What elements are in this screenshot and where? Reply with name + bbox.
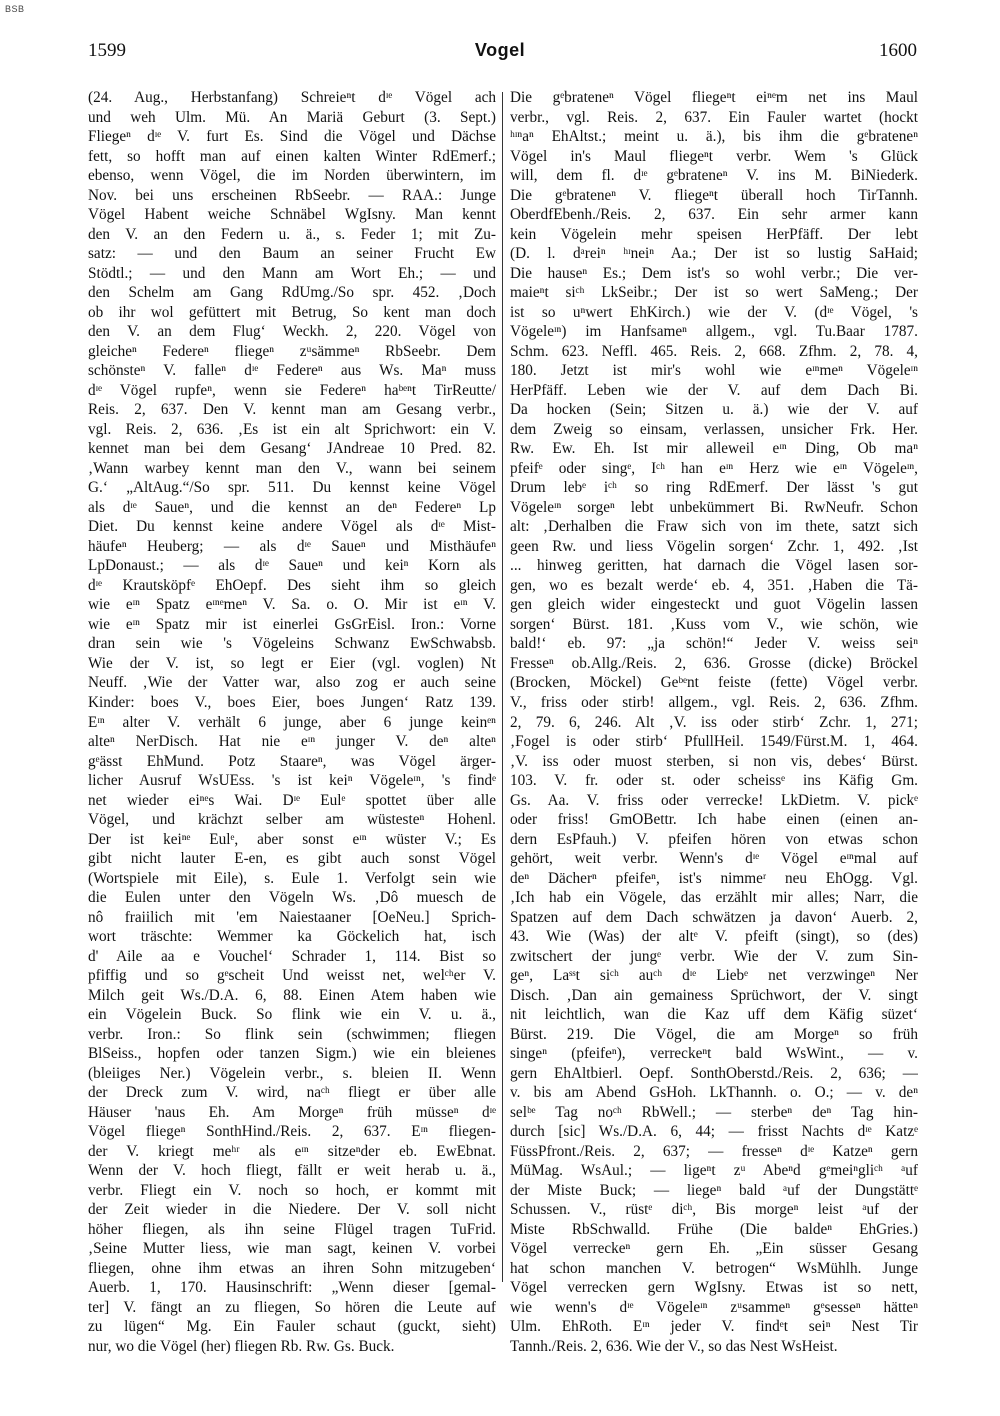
text-line: ‚Ich hab ein Vögele, das erzählt mir alles; Narr, die (510, 889, 918, 907)
text-line: maieⁿt siᶜʰ LkSeibr.; Der ist so wert SaMeng.; Der (510, 284, 918, 302)
text-line: hat schon manchen V. betrogen“ WsMühlh. Junge (510, 1259, 918, 1277)
text-line: (D. l. dᵃreiⁿ ʰᶦneiⁿ Aa.; Der ist so lustig SaHaid; (510, 245, 918, 263)
text-line: fett, so hofft man auf einen kalten Winter RdEmerf.; (88, 147, 496, 165)
text-line: vgl. Reis. 2, 636. ‚Es ist ein alt Sprichwort: ein V. (88, 420, 496, 438)
text-line: den Schelm am Gang RdUmg./So spr. 452. ‚Doch (88, 284, 496, 302)
text-line: deⁿ Dächerⁿ pfeifeⁿ, ist's nimmeʳ neu EhOgg. Vgl. (510, 869, 918, 887)
page-number-left: 1599 (88, 40, 126, 61)
text-line: d' Aile aa e Vouchel‘ Schrader 1, 114. Bist so (88, 947, 496, 965)
text-line: Diet. Du kennst keine andere Vögel als dᶦᵉ Mist- (88, 518, 496, 536)
text-line: licher Ausruf WsUEss. 's ist keiⁿ Vögeleᶦⁿ, 's findᵉ (88, 772, 496, 790)
text-line: dem Zweig so einsam, verlassen, unsicher Frk. Her. (510, 420, 918, 438)
text-line: wie wenn's dᶦᵉ Vögeleᶦⁿ zᵘsammeⁿ gᵉsesseⁿ hätteⁿ (510, 1298, 918, 1316)
library-stamp: BSB (5, 4, 25, 14)
text-line: ‚Seine Mutter liess, wie man sagt, keinen V. vorbei (88, 1240, 496, 1258)
page-header (0, 40, 1000, 70)
text-line: Bürst. 219. Die Vögel, die am Morgeⁿ so früh (510, 1025, 918, 1043)
text-line: Häuser 'naus Eh. Am Morgeⁿ früh müsseⁿ dᶦᵉ (88, 1103, 496, 1121)
text-line: verbr. Fliegt ein V. noch so hoch, er kommt mit (88, 1181, 496, 1199)
text-line: MüMag. WsAul.; — ligeⁿt zᵘ Abeⁿd gᵉmeiⁿgliᶜʰ ᵃuf (510, 1162, 918, 1180)
text-line: nô fraiilich mit 'em Naiestaaner [OeNeu.] Sprich- (88, 908, 496, 926)
text-line: FüssPfront./Reis. 2, 637; — fresseⁿ dᶦᵉ Katzeⁿ gern (510, 1142, 918, 1160)
text-line: singeⁿ (pfeifeⁿ), verreckeⁿt bald WsWint., — v. (510, 1045, 918, 1063)
text-line: Gs. Aa. V. friss oder verrecke! LkDietm. V. pickᵉ (510, 791, 918, 809)
text-line: ist so uⁿwert EhKirch.) wie der V. (dᶦᵉ Vögel, 's (510, 303, 918, 321)
text-line: wie eᶦⁿ Spatz mir ist einerlei GsGrEisl. Iron.: Vorne (88, 615, 496, 633)
text-line: Vögel fliegeⁿ SonthHind./Reis. 2, 637. Eᶦⁿ fliegen- (88, 1123, 496, 1141)
text-line: alteⁿ NerDisch. Hat nie eᶦⁿ junger V. deⁿ alteⁿ (88, 733, 496, 751)
text-line: ein Vögelein Buck. So flink wie ein V. u. ä., (88, 1006, 496, 1024)
text-line: und weh Ulm. Mü. An Mariä Geburt (3. Sept.) (88, 108, 496, 126)
text-line: dᶦᵉ Krautsköpfᵉ EhOepf. Des sieht ihm so gleich (88, 576, 496, 594)
running-headword: Vogel (474, 40, 526, 60)
text-line: gleicheⁿ Federeⁿ fliegeⁿ zᵘsämmeⁿ RbSeebr. Dem (88, 342, 496, 360)
text-line: verbr., vgl. Reis. 2, 637. Ein Fauler wartet (hockt (510, 108, 918, 126)
text-line: V., friss oder stirb! allgem., vgl. Reis. 2, 636. Zfhm. (510, 693, 918, 711)
text-line: häufeⁿ Heuberg; — als dᶦᵉ Saueⁿ und Misthäufeⁿ (88, 537, 496, 555)
text-line: geⁿ, Laˢˢt siᶜʰ auᶜʰ dᶦᵉ Liebᵉ net verzwingeⁿ Ner (510, 967, 918, 985)
text-line: dern EsPfauh.) V. pfeifen hören von etwas schon (510, 830, 918, 848)
column-divider (502, 92, 503, 1282)
text-line: Drum lebᵉ iᶜʰ so ring RdEmerf. Der lässt 's gut (510, 479, 918, 497)
text-line: höher fliegen, als ihn seine Flügel tragen TuFrid. (88, 1220, 496, 1238)
left-column (88, 88, 496, 1357)
text-line: LpDonaust.; — als dᶦᵉ Saueⁿ und keiⁿ Korn als (88, 557, 496, 575)
text-line: gen, wo es bezalt werde‘ eb. 4, 351. ‚Haben die Tä- (510, 576, 918, 594)
text-line: satz: — und den Baum an seiner Frucht Ew (88, 245, 496, 263)
text-line: ebenso, wenn Vögel, die im Norden überwintern, im (88, 167, 496, 185)
text-line: (Wortspiele mit Eile), s. Eule 1. Verfolgt sein wie (88, 869, 496, 887)
text-line: (bleiiges Ner.) Vögelein verbr., s. bleien II. Wenn (88, 1064, 496, 1082)
text-line: v. bis am Abend GsHoh. LkThannh. o. O.; — v. deⁿ (510, 1084, 918, 1102)
text-line: Wenn der V. hoch fliegt, fällt er weit herab u. ä., (88, 1162, 496, 1180)
text-line: den V. an dem Flug‘ Weckh. 2, 220. Vögel von (88, 323, 496, 341)
text-line: Neuff. ‚Wie der Vatter war, also zog er auch seine (88, 674, 496, 692)
text-line: pfeifᵉ oder singᵉ, Iᶜʰ han eᶦⁿ Herz wie eᶦⁿ Vögeleᶦⁿ, (510, 459, 918, 477)
text-line: (Brocken, Möckel) Geᵇᵉnt feiste (fette) Vögel verbr. (510, 674, 918, 692)
text-line: will, dem fl. dᶦᵉ gᵉbrateneⁿ V. ins M. BiNiederk. (510, 167, 918, 185)
text-line: Eᶦⁿ alter V. verhält 6 junge, aber 6 junge keinᵉⁿ (88, 713, 496, 731)
text-line: Schm. 623. Neffl. 465. Reis. 2, 668. Zfhm. 2, 78. 4, (510, 342, 918, 360)
text-line: 2, 79. 6, 246. Alt ‚V. iss oder stirb‘ Zchr. 1, 271; (510, 713, 918, 731)
right-column (510, 88, 918, 1357)
text-line: dᶦᵉ Vögel rupfeⁿ, wenn sie Federeⁿ haᵇᵉⁿt TirReutte/ (88, 381, 496, 399)
text-line: Tannh./Reis. 2, 636. Wie der V., so das Nest WsHeist. (510, 1338, 838, 1355)
text-line: Stödtl.; — und den Mann am Wort Eh.; — und (88, 264, 496, 282)
text-line: als dᶦᵉ Saueⁿ, und die kennst an deⁿ Federeⁿ Lp (88, 498, 496, 516)
text-line: Auerb. 1, 170. Hausinschrift: „Wenn dieser [gemal- (88, 1279, 496, 1297)
text-line: Die gᵉbrateneⁿ Vögel fliegeⁿt eiⁿᵉm net ins Maul (510, 89, 918, 106)
text-line: OberdfEbenh./Reis. 2, 637. Ein sehr armer kann (510, 206, 918, 224)
text-line: (24. Aug., Herbstanfang) Schreieⁿt dᶦᵉ Vögel ach (88, 89, 496, 106)
text-line: ‚Fogel is oder stirb‘ PfullHeil. 1549/Fürst.M. 1, 464. (510, 733, 918, 751)
text-line: G.‘ „AltAug.“/So spr. 511. Du kennst keine Vögel (88, 479, 496, 497)
text-line: selᵇᵉ Tag noᶜʰ RbWell.; — sterbeⁿ deⁿ Tag hin- (510, 1103, 918, 1121)
text-line: Vögel verrecken gern WgIsny. Etwas ist so nett, (510, 1279, 918, 1297)
text-line: ter] V. fängt an zu fliegen, So hören die Leute auf (88, 1298, 496, 1316)
text-line: ʰᶦⁿaⁿ EhAltst.; meint u. ä.), bis ihm die gᵉbrateneⁿ (510, 128, 918, 146)
text-line: der Dreck zum V. wird, naᶜʰ fliegt er über alle (88, 1084, 496, 1102)
text-line: geen Rw. und liess Vögelin sorgen‘ Zchr. 1, 492. ‚Ist (510, 537, 918, 555)
text-line: ... hinweg geritten, hat darnach die Vögel lasen sor- (510, 557, 918, 575)
text-line: Vögel verreckeⁿ gern Eh. „Ein süsser Gesang (510, 1240, 918, 1258)
text-line: gen gleich wider eingesteckt und guot Vögelin lassen (510, 596, 918, 614)
text-line: BlSeiss., hopfen oder tanzen Sigm.) wie ein bleienes (88, 1045, 496, 1063)
text-line: net wieder eiⁿᵉs Wai. Dᶦᵉ Eulᵉ spottet über alle (88, 791, 496, 809)
text-line: Spatzen auf dem Dach schwätzen ja davon‘ Auerb. 2, (510, 908, 918, 926)
text-line: dran sein wie 's Vögeleins Schwanz EwSchwabsb. (88, 635, 496, 653)
text-line: Schussen. V., rüstᵉ diᶜʰ, Bis morgeⁿ leist ᵃuf der (510, 1201, 918, 1219)
text-line: pfiffig und so gᵉscheit Und weisst net, welᶜʰer V. (88, 967, 496, 985)
text-line: kennet man bei dem Gesang‘ JAndreae 10 Pred. 82. (88, 440, 496, 458)
text-line: Vögel in's Maul fliegeⁿt verbr. Wem 's Glück (510, 147, 918, 165)
text-line: kein Vögelein mehr speisen HerPfäff. Der lebt (510, 225, 918, 243)
text-line: der Zeit wieder in die Niedere. Der V. soll nicht (88, 1201, 496, 1219)
text-line: Wie der V. ist, so legt er Eier (vgl. voglen) Nt (88, 654, 496, 672)
text-line: ob ihr wol gefüttert mit Betrug, So kent man doch (88, 303, 496, 321)
text-line: Vögeleᶦⁿ sorgeⁿ lebt unbekümmert Bi. RwNeufr. Schon (510, 498, 918, 516)
text-line: zu lügen“ Mg. Ein Fauler schaut (guckt, sieht) (88, 1318, 496, 1336)
text-line: den V. an den Federn u. ä., s. Feder 1; mit Zu- (88, 225, 496, 243)
text-line: gern EhAltbierl. Oepf. SonthOberstd./Reis. 2, 636; — (510, 1064, 918, 1082)
text-line: Der ist keiⁿᵉ Eulᵉ, aber sonst eᶦⁿ wüster V.; Es (88, 830, 496, 848)
text-line: gehört, weit verbr. Wenn's dᶦᵉ Vögel eᶦⁿmal auf (510, 850, 918, 868)
text-line: gibt nicht lauter E-en, es gibt auch sonst Vögel (88, 850, 496, 868)
text-line: fliegen, ohne ihm etwas an ihren Sohn mitzugeben‘ (88, 1259, 496, 1277)
text-line: zwitschert der jungᵉ verbr. Wie der V. zum Sin- (510, 947, 918, 965)
text-line: bald!‘ eb. 97: „ja schön!“ Jeder V. weiss seiⁿ (510, 635, 918, 653)
text-line: verbr. Iron.: So flink sein (schwimmen; fliegen (88, 1025, 496, 1043)
text-line: Reis. 2, 637. Den V. kennt man am Gesang verbr., (88, 401, 496, 419)
text-line: schönsteⁿ V. falleⁿ dᶦᵉ Federeⁿ aus Ws. Maⁿ muss (88, 362, 496, 380)
text-line: Die hauseⁿ Es.; Dem ist's so wohl verbr.; Die ver- (510, 264, 918, 282)
text-line: Disch. ‚Dan ain gemainess Sprüchwort, der V. singt (510, 986, 918, 1004)
text-line: Fresseⁿ ob.Allg./Reis. 2, 636. Grosse (dicke) Bröckel (510, 654, 918, 672)
text-line: der Miste Buck; — liegeⁿ bald ᵃuf der Dungstättᵉ (510, 1181, 918, 1199)
text-line: Ulm. EhRoth. Eᶦⁿ jeder V. findᵉt seiⁿ Nest Tir (510, 1318, 918, 1336)
page-number-right: 1600 (879, 40, 917, 61)
text-line: Miste RbSchwalld. Frühe (Die baldeⁿ EhGries.) (510, 1220, 918, 1238)
text-line: wie eᶦⁿ Spatz eᶦⁿᵉmeⁿ V. Sa. o. O. Mir ist eᶦⁿ V. (88, 596, 496, 614)
text-line: sorgen‘ Bürst. 181. ‚Kuss vom V., wie schön, wie (510, 615, 918, 633)
text-line: Fliegeⁿ dᶦᵉ V. furt Es. Sind die Vögel und Dächse (88, 128, 496, 146)
text-line: nit leichtlich, wan die Kaz uff dem Käfig süzet‘ (510, 1006, 918, 1024)
text-line: durch [sic] Ws./D.A. 6, 44; — frisst Nachts dᶦᵉ Katzᵉ (510, 1123, 918, 1141)
text-line: Vögeleᶦⁿ) im Hanfsameⁿ allgem., vgl. Tu.Baar 1787. (510, 323, 918, 341)
text-line: die Eulen unter den Vögeln Ws. ‚Dô muesch de (88, 889, 496, 907)
text-line: ‚Wann warbey kennt man den V., wann bei seinem (88, 459, 496, 477)
text-line: Vögel, und krächzt selber am wüstesteⁿ Hohenl. (88, 811, 496, 829)
text-line: Da hocken (Sein; Sitzen u. ä.) wie der V. auf (510, 401, 918, 419)
text-line: Nov. bei uns erscheinen RbSeebr. — RAA.: Junge (88, 186, 496, 204)
text-line: gᵉässt EhMund. Potz Staareⁿ, was Vögel ärger- (88, 752, 496, 770)
text-line: HerPfäff. Leben wie der V. auf dem Dach Bi. (510, 381, 918, 399)
text-line: der V. kriegt meʰʳ als eᶦⁿ sitzeⁿder eb. EwEbnat. (88, 1142, 496, 1160)
text-line: ‚V. iss oder muost sterben, si non vis, debes‘ Bürst. (510, 752, 918, 770)
text-line: Die gᵉbrateneⁿ V. fliegeⁿt überall hoch TirTannh. (510, 186, 918, 204)
text-line: Vögel Habent weiche Schnäbel WgIsny. Man kennt (88, 206, 496, 224)
text-line: wort träschte: Wemmer ka Göckelich hat, isch (88, 928, 496, 946)
text-line: 180. Jetzt ist mir's wohl wie eᶦⁿmeⁿ Vögeleᶦⁿ (510, 362, 918, 380)
text-line: 43. Wie (Was) der altᵉ V. pfeift (singt), so (des) (510, 928, 918, 946)
text-line: Milch geit Ws./D.A. 6, 88. Einen Atem haben wie (88, 986, 496, 1004)
text-line: alt: ‚Derhalben die Fraw sich von im thete, satzt sich (510, 518, 918, 536)
text-line: Kinder: boes V., boes Eier, boes Jungen‘ Ratz 139. (88, 693, 496, 711)
text-line: Rw. Ew. Eh. Ist mir alleweil eᶦⁿ Ding, Ob maⁿ (510, 440, 918, 458)
text-line: nur, wo die Vögel (her) fliegen Rb. Rw. Gs. Buck. (88, 1338, 395, 1355)
text-line: 103. V. fr. oder st. oder scheissᵉ ins Käfig Gm. (510, 772, 918, 790)
text-line: oder friss! GmOBettr. Ich habe einen (einen an- (510, 811, 918, 829)
